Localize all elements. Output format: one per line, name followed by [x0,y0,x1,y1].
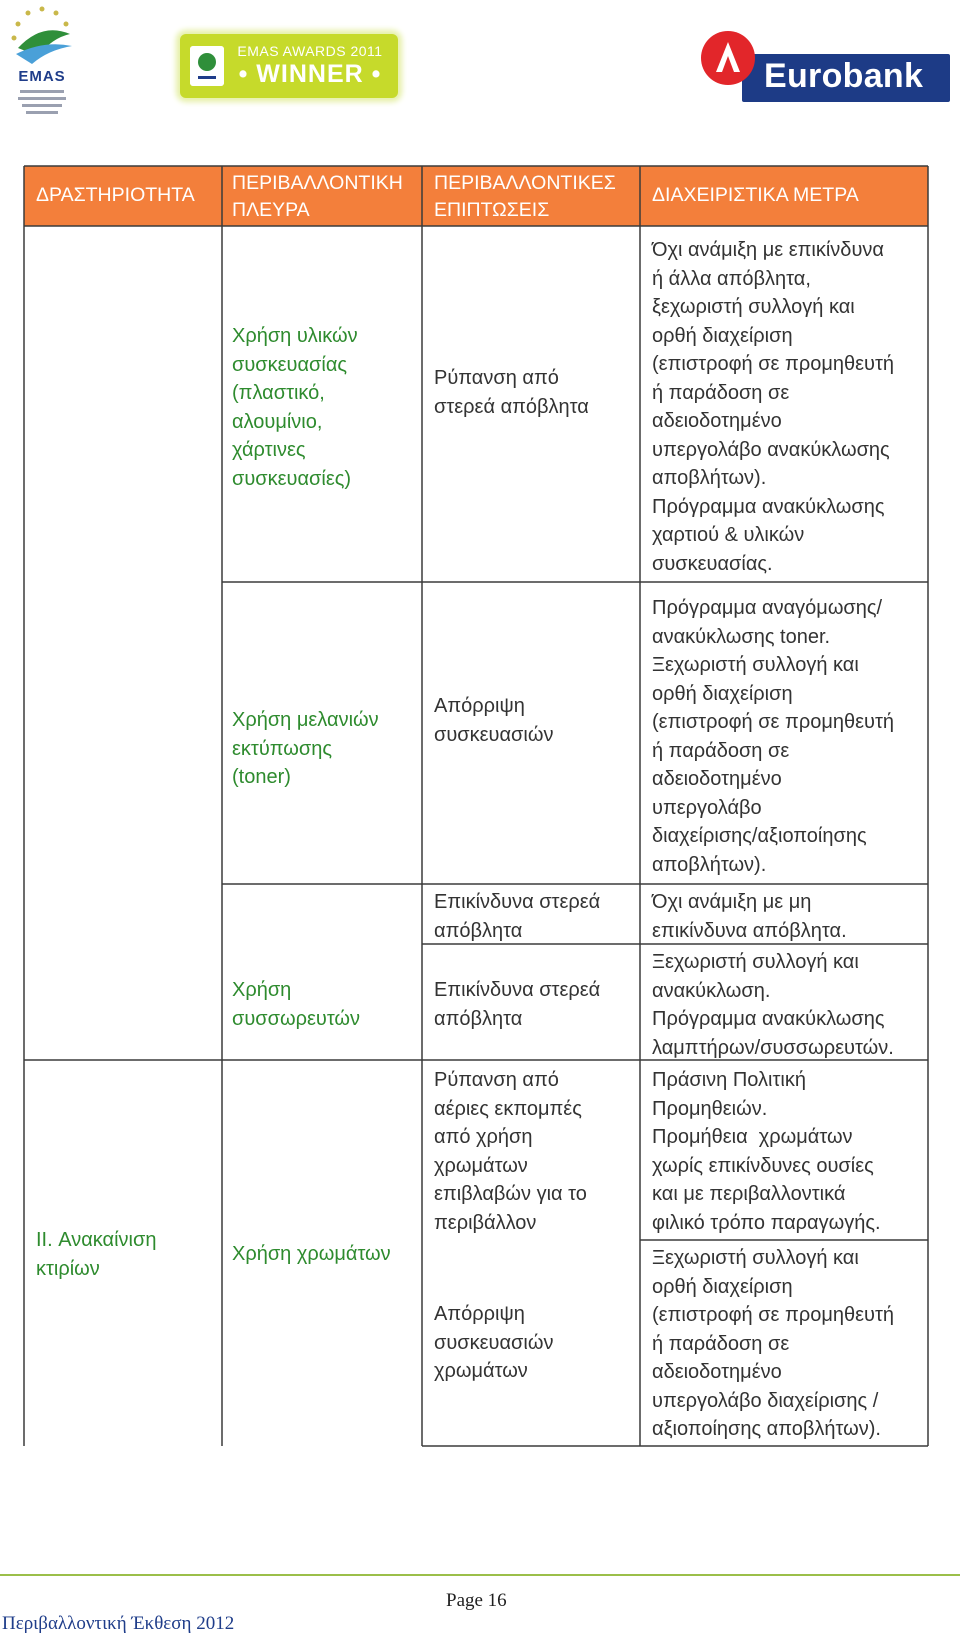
measure-line: ορθή διαχείριση [652,682,793,705]
impact-line: Απόρριψη [434,1303,525,1325]
footer-divider [0,1574,960,1576]
header-impacts-line: ΠΕΡΙΒΑΛΛΟΝΤΙΚΕΣ [434,172,616,194]
aspect-line: συσκευασίες) [232,467,352,490]
emas-logo-text: EMAS [18,68,66,85]
impact-line: χρωμάτων [434,1360,528,1382]
aspect-line: συσσωρευτών [232,1007,361,1030]
aspect-line: Χρήση μελανιών [232,709,379,731]
header-impacts-line: ΕΠΙΠΤΩΣΕΙΣ [434,199,550,221]
measure-line: Πρόγραμμα ανακύκλωσης [652,495,885,518]
measure-line: και με περιβαλλοντικά [652,1183,846,1205]
aspect-line: συσκευασίας [232,353,348,376]
measure-line: ανακύκλωσης toner. [652,625,831,648]
impact-paint-packaging [434,1300,553,1386]
measure-line: Πράσινη Πολιτική [652,1069,806,1091]
aspect-packaging-materials [232,322,358,493]
impact-line: απόβλητα [434,919,523,942]
measure-hazardous-separation [652,888,847,945]
page-number: Page 16 [446,1590,507,1611]
aspect-line: αλουμίνιο, [232,410,323,433]
aspect-line: (toner) [232,766,291,788]
measure-line: αξιοποίησης αποβλήτων). [652,1418,881,1440]
measure-line: Προμηθειών. [652,1097,768,1120]
award-winner: • WINNER • [238,60,382,88]
aspect-line: χάρτινες [232,439,306,461]
measure-line: φιλικό τρόπο παραγωγής. [652,1211,881,1234]
impact-line: από χρήση [434,1126,533,1148]
measure-line: ορθή διαχείριση [652,1275,793,1298]
aspect-batteries [232,976,360,1033]
activity-renovation [36,1226,156,1283]
measure-line: αποβλήτων). [652,467,767,489]
measure-line: υπεργολάβο [652,796,762,819]
measure-line: επικίνδυνα απόβλητα. [652,919,847,942]
table-header-activity [36,182,195,209]
measure-line: Όχι ανάμιξη με μη [652,891,812,913]
aspect-line: Χρήση υλικών [232,325,358,347]
activity-line: II. Ανακαίνιση [36,1229,157,1251]
impact-line: Απόρριψη [434,695,525,717]
impact-line: Ρύπανση από [434,1069,559,1091]
measure-toner [652,594,894,879]
table-header-aspect [232,170,403,224]
impact-line: επιβλαβών για το [434,1183,587,1205]
measure-line: διαχείρισης/αξιοποίησης [652,825,867,847]
impact-line: Επικίνδυνα στερεά [434,979,601,1001]
measure-packaging [652,236,894,578]
impact-solid-waste [434,364,589,421]
header-aspect-line: ΠΛΕΥΡΑ [232,199,310,221]
aspect-paints [232,1240,391,1269]
impact-hazardous-waste-1 [434,888,600,945]
measure-line: (επιστροφή σε προμηθευτή [652,711,894,733]
impact-line: Επικίνδυνα στερεά [434,891,601,913]
measure-line: (επιστροφή σε προμηθευτή [652,353,894,375]
activity-line: κτιρίων [36,1257,100,1280]
header-measures-label: ΔΙΑΧΕΙΡΙΣΤΙΚΑ ΜΕΤΡΑ [652,184,859,206]
measure-paint-packaging [652,1244,894,1444]
impact-line: Ρύπανση από [434,367,559,389]
measure-line: Ξεχωριστή συλλογή και [652,1247,859,1269]
measure-line: ή παράδοση σε [652,739,790,762]
measure-line: λαμπτήρων/συσσωρευτών. [652,1036,894,1059]
measure-batteries [652,948,894,1062]
impact-line: συσκευασιών [434,723,554,746]
measure-line: αδειοδοτημένο [652,410,782,432]
impact-line: απόβλητα [434,1007,523,1030]
measure-line: Ξεχωριστή συλλογή και [652,654,859,676]
impact-line: αέριες εκπομπές [434,1097,582,1120]
impact-line: χρωμάτων [434,1154,528,1177]
header-aspect-line: ΠΕΡΙΒΑΛΛΟΝΤΙΚΗ [232,172,403,194]
aspect-line: εκτύπωσης [232,737,332,760]
measure-line: ξεχωριστή συλλογή και [652,296,855,318]
impact-air-emissions [434,1066,587,1237]
impact-line: περιβάλλον [434,1211,537,1234]
measure-line: Ξεχωριστή συλλογή και [652,951,859,973]
impact-line: στερεά απόβλητα [434,395,589,418]
report-title: Περιβαλλοντική Έκθεση 2012 [2,1613,235,1634]
measure-line: αδειοδοτημένο [652,1361,782,1383]
measure-line: ή παράδοση σε [652,1332,790,1355]
measure-line: Προμήθεια χρωμάτων [652,1126,853,1148]
measure-green-procurement [652,1066,881,1237]
measure-line: (επιστροφή σε προμηθευτή [652,1304,894,1326]
measure-line: υπεργολάβο ανακύκλωσης [652,438,890,461]
award-title: EMAS AWARDS 2011 [237,43,383,59]
aspect-toner [232,706,379,792]
impact-packaging-disposal [434,692,553,749]
header-activity-label: ΔΡΑΣΤΗΡΙΟΤΗΤΑ [36,184,195,206]
impact-hazardous-waste-2 [434,976,600,1033]
aspect-line: Χρήση [232,979,292,1001]
measure-line: συσκευασίας. [652,552,773,575]
measure-line: υπεργολάβο διαχείρισης / [652,1389,879,1412]
measure-line: αδειοδοτημένο [652,768,782,790]
aspect-line: Χρήση χρωμάτων [232,1243,391,1265]
measure-line: Πρόγραμμα ανακύκλωσης [652,1008,885,1030]
measure-line: ή παράδοση σε [652,381,790,404]
table-header-measures [652,182,859,209]
eurobank-logo-text: Eurobank [764,57,924,95]
measure-line: αποβλήτων). [652,853,767,876]
measure-line: χωρίς επικίνδυνες ουσίες [652,1154,874,1177]
table-header-impacts [434,170,616,224]
aspect-line: (πλαστικό, [232,382,325,404]
measure-line: χαρτιού & υλικών [652,524,805,546]
measure-line: ανακύκλωση. [652,979,771,1002]
measure-line: ορθή διαχείριση [652,324,793,347]
measure-line: ή άλλα απόβλητα, [652,267,811,290]
impact-line: συσκευασιών [434,1331,554,1354]
measure-line: Πρόγραμμα αναγόμωσης/ [652,597,883,619]
measure-line: Όχι ανάμιξη με επικίνδυνα [652,239,884,261]
